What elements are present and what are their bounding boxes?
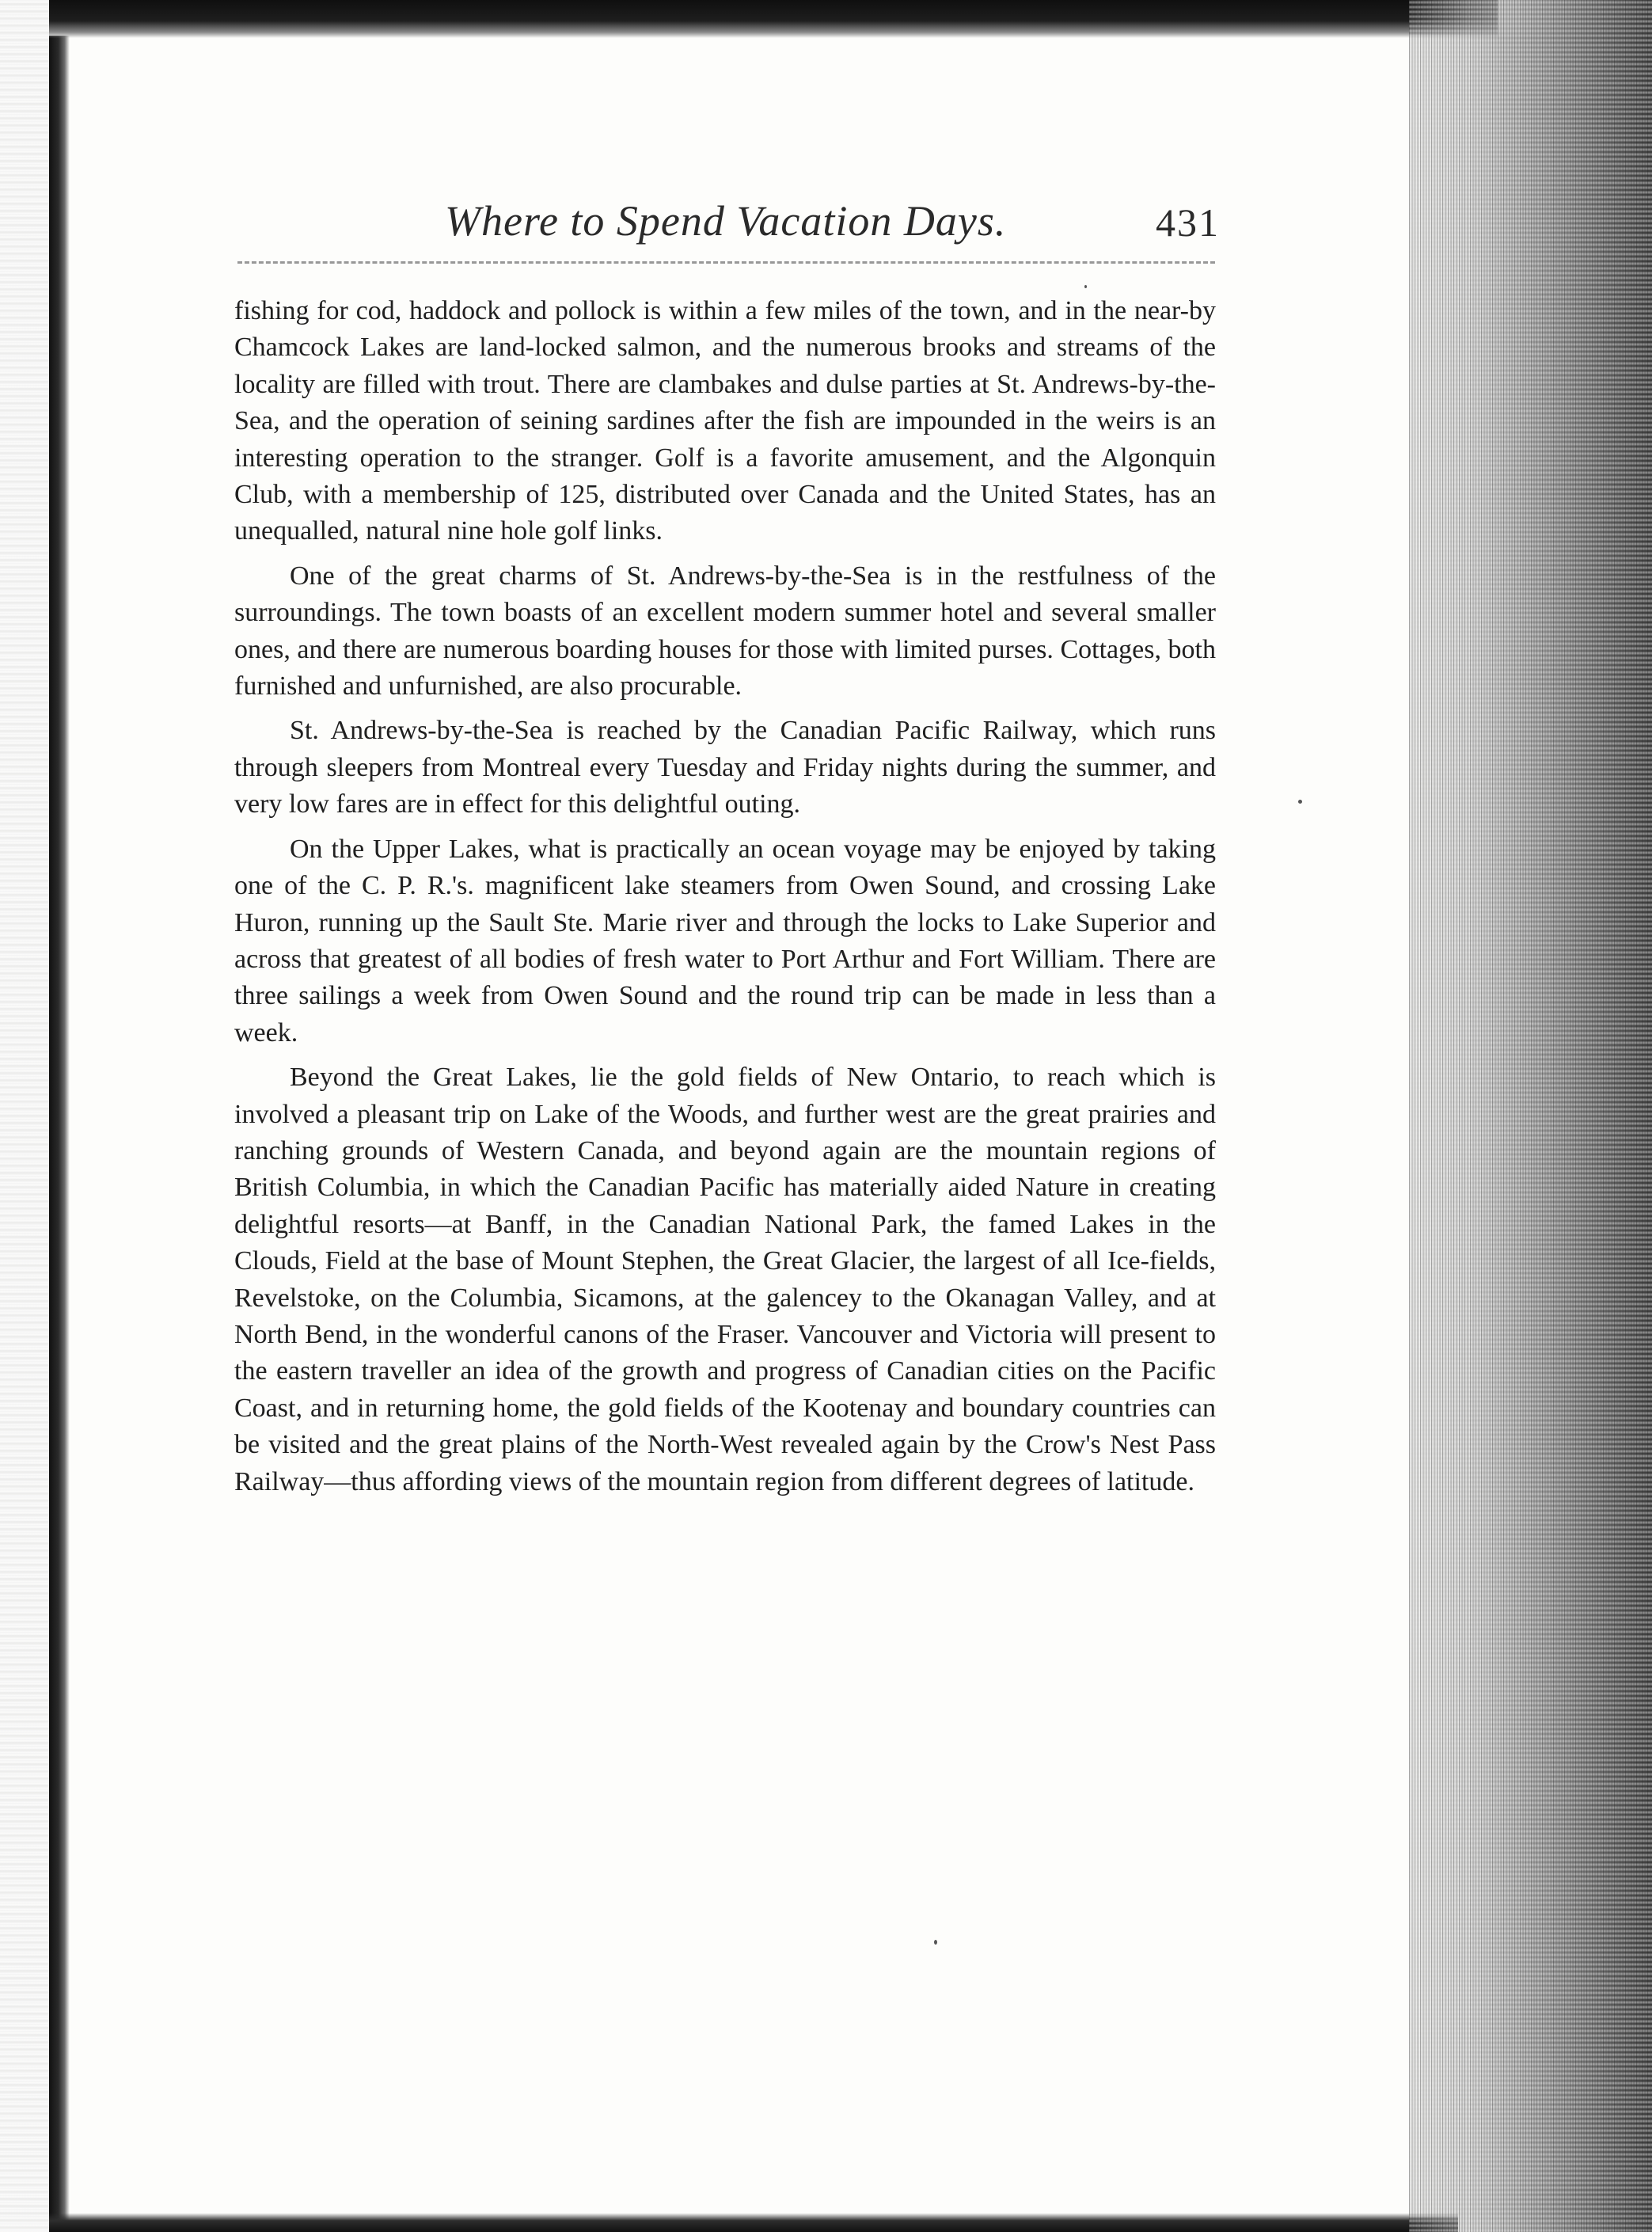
running-title: Where to Spend Vacation Days. <box>445 197 1007 245</box>
page-top-edge <box>49 0 1498 38</box>
paragraph: St. Andrews-by-the-Sea is reached by the Canadian Pacific Railway, which runs through sleepers from Montreal every Tuesday and Friday nights during the summer, and very low fares are in effect for this delightful outing. <box>234 716 1216 819</box>
paragraph: fishing for cod, haddock and pollock is within a few miles of the town, and in the near-by Chamcock Lakes are land-locked salmon, and the numerous brooks and streams of the locality are filled with trout. There are clambakes and dulse parties at St. Andrews-by-the-Sea, and the operation of seining sardines after the fish are impounded in the weirs is an interesting operation to the stranger. Golf is a favorite amusement, and the Algonquin Club, with a membership of 125, distributed over Canada and the United States, has an unequalled, natural nine hole golf links. <box>234 296 1216 546</box>
scan-speck <box>1298 800 1302 804</box>
page-number: 431 <box>1156 200 1220 245</box>
page-left-margin-scan <box>0 0 49 2232</box>
running-head <box>237 196 1219 260</box>
book-spine-shadow <box>49 36 70 2221</box>
scan-speck <box>934 1940 937 1945</box>
page-right-edge-shadow <box>1409 0 1652 2232</box>
paragraph: One of the great charms of St. Andrews-by-the-Sea is in the restfulness of the surroundings. The town boasts of an excellent modern summer hotel and several smaller ones, and there are numerous boarding houses for those with limited purses. Cottages, both furnished and unfurnished, are also procurable. <box>234 561 1216 702</box>
body-text <box>234 293 1216 1500</box>
scan-speck <box>1084 285 1087 288</box>
paragraph: Beyond the Great Lakes, lie the gold fields of New Ontario, to reach which is involved a pleasant trip on Lake of the Woods, and further west are the great prairies and ranching grounds of Western Canada, and beyond again are the mountain regions of British Columbia, in which the Canadian Pacific has materially aided Nature in creating delightful resorts—at Banff, in the Canadian National Park, the famed Lakes in the Clouds, Field at the base of Mount Stephen, the Great Glacier, the largest of all Ice-fields, Revelstoke, on the Columbia, Sicamons, at the galencey to the Okanagan Valley, and at North Bend, in the wonderful canons of the Fraser. Vancouver and Victoria will present to the eastern traveller an idea of the growth and progress of Canadian cities on the Pacific Coast, and in returning home, the gold fields of the Kootenay and boundary countries can be visited and the great plains of the North-West revealed again by the Crow's Nest Pass Railway—thus affording views of the mountain region from different degrees of latitude. <box>234 1063 1216 1496</box>
page-bottom-edge <box>49 2213 1458 2232</box>
header-rule <box>237 261 1215 264</box>
paragraph: On the Upper Lakes, what is practically an ocean voyage may be enjoyed by taking one of the C. P. R.'s. magnificent lake steamers from Owen Sound, and crossing Lake Huron, running up the Sault Ste. Marie river and through the locks to Lake Superior and across that greatest of all bodies of fresh water to Port Arthur and Fort William. There are three sailings a week from Owen Sound and the round trip can be made in less than a week. <box>234 834 1216 1048</box>
